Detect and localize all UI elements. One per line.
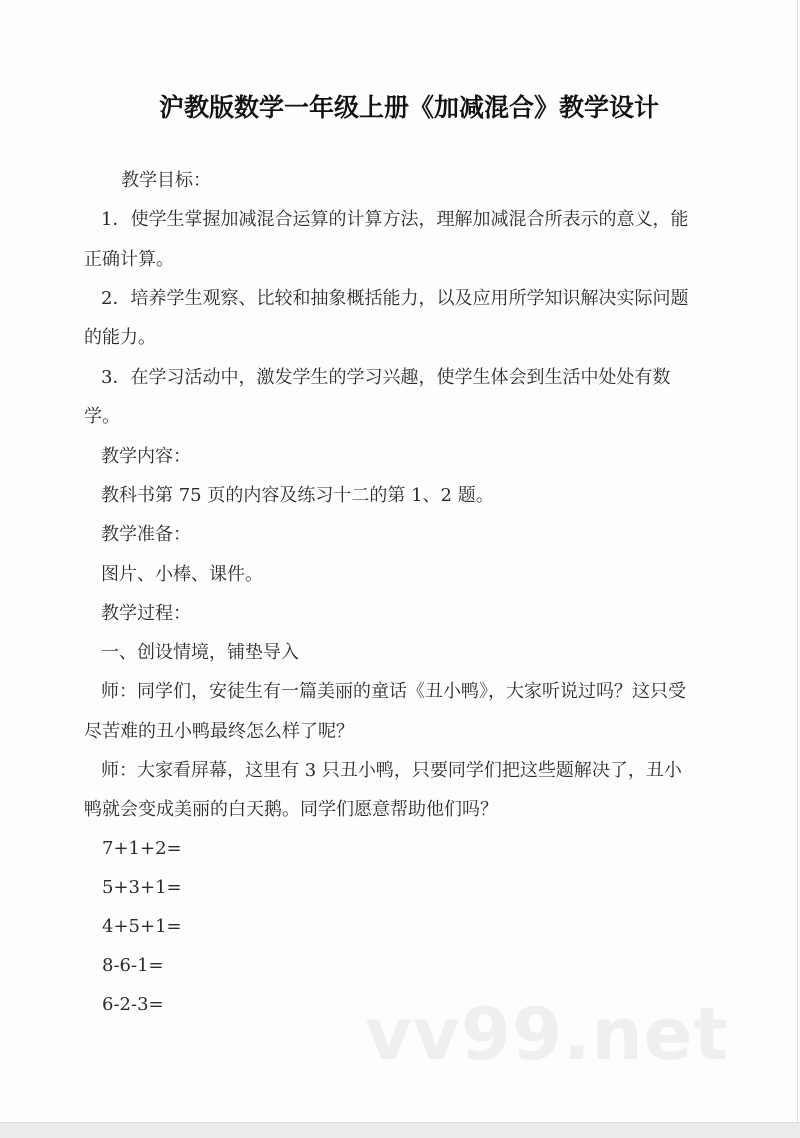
paragraph-line: 师：大家看屏幕，这里有 3 只丑小鸭，只要同学们把这些题解决了，丑小 (101, 760, 682, 781)
paragraph-line: 2．培养学生观察、比较和抽象概括能力，以及应用所学知识解决实际问题 (101, 288, 689, 309)
equation-item: 5+3+1= (102, 877, 182, 898)
paragraph-line: 尽苦难的丑小鸭最终怎么样了呢？ (84, 721, 354, 742)
paragraph-line: 学。 (84, 406, 120, 427)
equation-item: 8-6-1= (102, 955, 164, 976)
page-bottom-edge (0, 1122, 800, 1138)
paragraph-line: 一、创设情境，铺垫导入 (101, 642, 299, 663)
paragraph-line: 的能力。 (84, 327, 156, 348)
paragraph-line: 教学准备： (101, 524, 191, 545)
paragraph-line: 图片、小棒、课件。 (101, 564, 263, 585)
paragraph-line: 3．在学习活动中，激发学生的学习兴趣，使学生体会到生活中处处有数 (101, 367, 671, 388)
equation-item: 6-2-3= (102, 994, 164, 1015)
paragraph-line: 教科书第 75 页的内容及练习十二的第 1、2 题。 (101, 485, 494, 506)
paragraph-line: 1．使学生掌握加减混合运算的计算方法，理解加减混合所表示的意义，能 (101, 209, 689, 230)
watermark: vv99.net (365, 992, 729, 1076)
paragraph-line: 正确计算。 (84, 249, 174, 270)
document-title: 沪教版数学一年级上册《加减混合》教学设计 (158, 93, 659, 122)
paragraph-line: 教学内容： (101, 446, 191, 467)
paragraph-line: 鸭就会变成美丽的白天鹅。同学们愿意帮助他们吗？ (84, 799, 498, 820)
equation-item: 7+1+2= (102, 838, 182, 859)
paragraph-line: 师：同学们，安徒生有一篇美丽的童话《丑小鸭》，大家听说过吗？这只受 (101, 681, 686, 702)
paragraph-line: 教学过程： (101, 603, 191, 624)
equation-item: 4+5+1= (102, 916, 182, 937)
paragraph-line: 教学目标： (121, 170, 211, 191)
